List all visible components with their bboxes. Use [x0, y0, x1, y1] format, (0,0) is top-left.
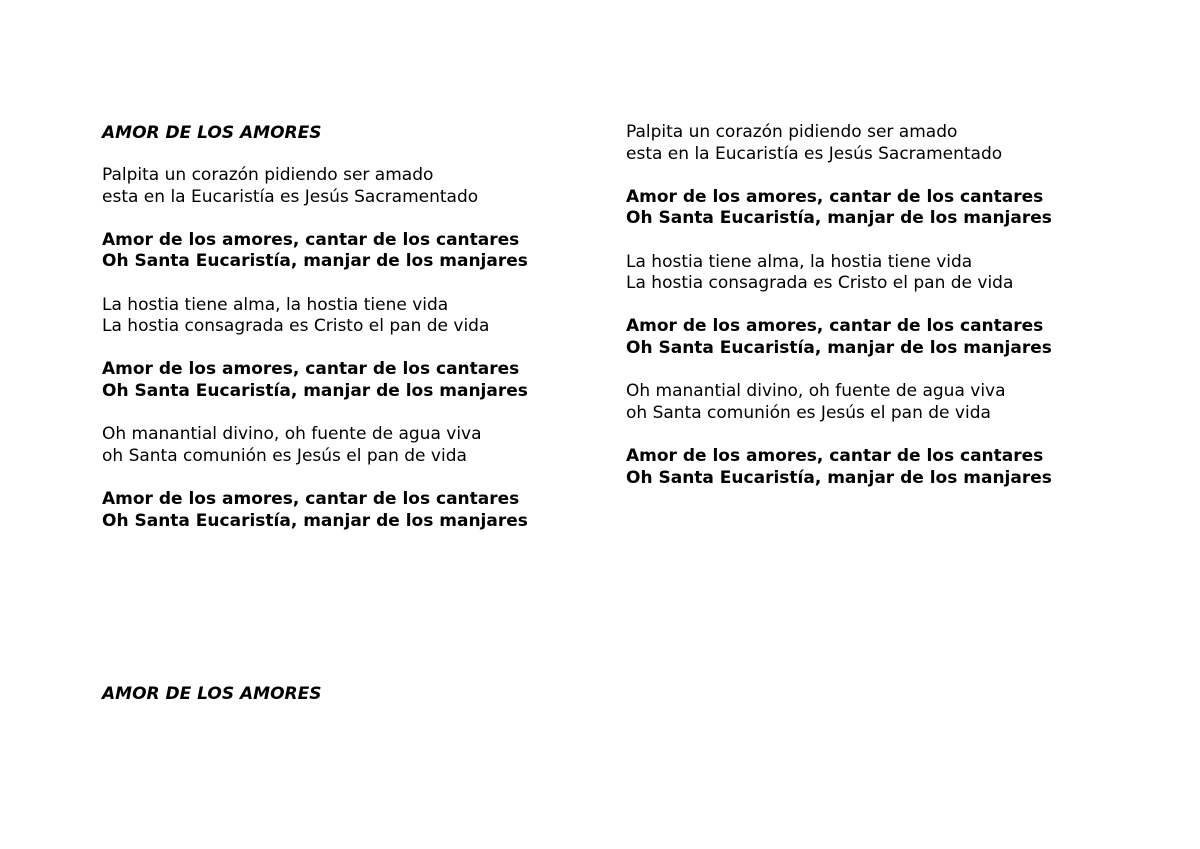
verse-line: La hostia consagrada es Cristo el pan de vida: [102, 316, 490, 337]
verse-line: Palpita un corazón pidiendo ser amado: [626, 122, 958, 142]
verse-line: La hostia tiene alma, la hostia tiene vida: [626, 251, 973, 272]
chorus-line: Amor de los amores, cantar de los cantares: [102, 359, 520, 380]
lyrics-column-right: [626, 122, 1126, 489]
verse-3: [102, 424, 602, 467]
chorus-line: Amor de los amores, cantar de los cantares: [102, 229, 520, 250]
verse-1: [626, 122, 1126, 165]
verse-line: esta en la Eucaristía es Jesús Sacramentado: [102, 186, 479, 207]
verse-1: [102, 165, 602, 208]
chorus: [102, 230, 602, 273]
chorus-line: Oh Santa Eucaristía, manjar de los manjares: [102, 251, 528, 272]
verse-line: La hostia consagrada es Cristo el pan de vida: [626, 273, 1014, 294]
chorus-line: Oh Santa Eucaristía, manjar de los manjares: [626, 208, 1052, 229]
chorus-line: Oh Santa Eucaristía, manjar de los manjares: [626, 467, 1052, 488]
chorus: [102, 359, 602, 402]
verse-2: [102, 295, 602, 338]
verse-line: esta en la Eucaristía es Jesús Sacramentado: [626, 143, 1003, 164]
verse-line: oh Santa comunión es Jesús el pan de vida: [626, 402, 991, 423]
song-title: AMOR DE LOS AMORES: [102, 123, 322, 143]
verse-line: Palpita un corazón pidiendo ser amado: [102, 165, 434, 185]
chorus-line: Amor de los amores, cantar de los cantares: [626, 186, 1044, 207]
verse-2: [626, 252, 1126, 295]
lyrics-column-left: [102, 122, 602, 532]
chorus-line: Oh Santa Eucaristía, manjar de los manjares: [626, 337, 1052, 358]
song-title-bottom: AMOR DE LOS AMORES: [102, 684, 322, 704]
chorus: [626, 316, 1126, 359]
verse-line: Oh manantial divino, oh fuente de agua viva: [626, 381, 1006, 402]
chorus-line: Amor de los amores, cantar de los cantares: [626, 316, 1044, 337]
verse-line: oh Santa comunión es Jesús el pan de vida: [102, 445, 467, 466]
verse-3: [626, 381, 1126, 424]
chorus: [626, 446, 1126, 489]
chorus: [626, 187, 1126, 230]
verse-line: La hostia tiene alma, la hostia tiene vida: [102, 294, 449, 315]
chorus-line: Oh Santa Eucaristía, manjar de los manjares: [102, 510, 528, 531]
chorus-line: Amor de los amores, cantar de los cantares: [626, 445, 1044, 466]
chorus-line: Amor de los amores, cantar de los cantares: [102, 488, 520, 509]
chorus: [102, 489, 602, 532]
chorus-line: Oh Santa Eucaristía, manjar de los manjares: [102, 380, 528, 401]
verse-line: Oh manantial divino, oh fuente de agua viva: [102, 424, 482, 445]
